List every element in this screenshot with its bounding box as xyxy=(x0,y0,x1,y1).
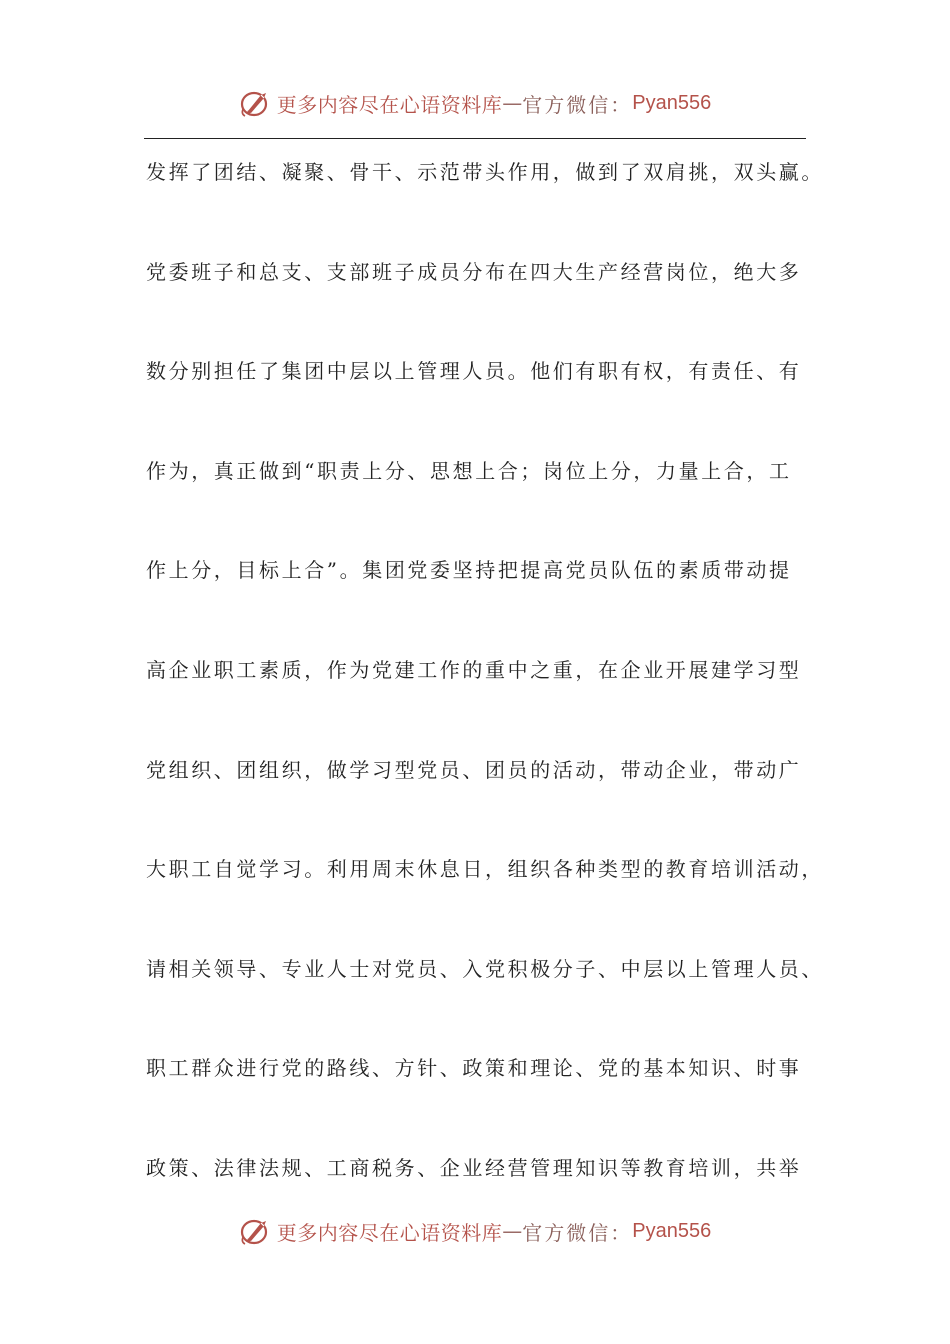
body-line: 党委班子和总支、支部班子成员分布在四大生产经营岗位，绝大多 xyxy=(146,259,802,284)
header-banner xyxy=(0,83,950,123)
header-dash: — xyxy=(502,91,523,115)
footer-wechat-account: Pyan556 xyxy=(632,1219,712,1242)
body-line: 请相关领导、专业人士对党员、入党积极分子、中层以上管理人员、 xyxy=(146,956,824,981)
header-wechat-label: 官方微信： xyxy=(522,92,633,117)
body-line: 职工群众进行党的路线、方针、政策和理论、党的基本知识、时事 xyxy=(146,1056,802,1081)
body-line: 政策、法律法规、工商税务、企业经营管理知识等教育培训，共举 xyxy=(146,1155,802,1180)
body-line: 作为，真正做到“职责上分、思想上合；岗位上分，力量上合，工 xyxy=(146,458,792,483)
header-divider xyxy=(144,138,806,139)
body-line: 发挥了团结、凝聚、骨干、示范带头作用，做到了双肩挑，双头赢。 xyxy=(146,160,824,184)
header-brand-text: 更多内容尽在心语资料库 xyxy=(276,92,503,117)
pen-nib-logo-icon xyxy=(239,86,273,120)
footer-dash: — xyxy=(502,1219,523,1243)
footer-banner xyxy=(0,1211,950,1251)
body-line: 作上分，目标上合”。集团党委坚持把提高党员队伍的素质带动提 xyxy=(146,558,792,583)
body-line: 数分别担任了集团中层以上管理人员。他们有职有权，有责任、有 xyxy=(146,359,802,384)
header-wechat-account: Pyan556 xyxy=(632,91,712,114)
body-line: 党组织、团组织，做学习型党员、团员的活动，带动企业，带动广 xyxy=(146,757,802,782)
body-line: 高企业职工素质，作为党建工作的重中之重，在企业开展建学习型 xyxy=(146,657,802,682)
pen-nib-logo-icon xyxy=(239,1214,273,1248)
document-body xyxy=(146,153,824,1249)
footer-wechat-label: 官方微信： xyxy=(522,1220,633,1245)
footer-brand-text: 更多内容尽在心语资料库 xyxy=(276,1220,503,1245)
body-line: 大职工自觉学习。利用周末休息日，组织各种类型的教育培训活动， xyxy=(146,857,824,882)
